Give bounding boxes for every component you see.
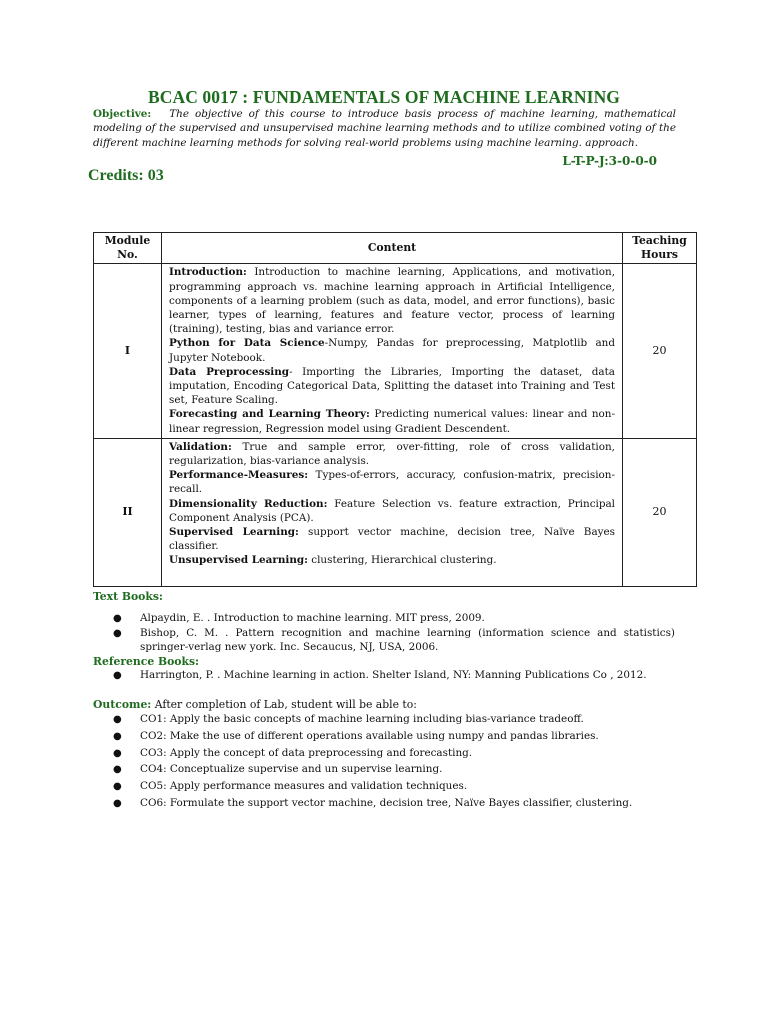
table-row [94,264,697,438]
bullet-icon: ● [113,781,122,793]
text-books-label: Text Books: [93,590,163,603]
topic [169,440,615,468]
topic-heading: Forecasting and Learning Theory: [169,408,370,421]
topic-heading: Performance-Measures: [169,469,309,482]
objective-text: The objective of this course to introduce basis process of machine learning, mathematical modeling of the supervised and unsupervised machine learning methods and to utilize combined voting of the different machine learning methods for solving real-world problems using machine learning. approach. [93,108,676,149]
outcome-heading [93,698,417,711]
topic-heading: Introduction: [169,266,247,279]
outcome-entry: CO1: Apply the basic concepts of machine learning including bias-variance tradeoff. [140,713,584,725]
list-item [113,730,675,744]
list-item [113,763,675,777]
topic-text: Types-of-errors, accuracy, confusion-matrix, precision-recall. [169,469,615,496]
table-header-row [94,233,697,264]
topic-heading: Validation: [169,440,232,453]
module-number: II [94,438,162,586]
header-module: Module No. [94,233,162,264]
header-hours: Teaching Hours [623,233,697,264]
text-books-list [113,612,675,656]
topic-text: Predicting numerical values: linear and non-linear regression, Regression model using Gradient Descendent. [169,408,615,435]
topic [169,553,615,567]
topic-text: Introduction to machine learning, Applications, and motivation, programming approach vs. machine learning approach in Artificial Intelligence, components of a learning problem (such as data, model, and error functions), basic learner, types of learning, features and feature vector, process of learning (training), testing, bias and variance error. [169,266,615,336]
module-content [162,264,623,438]
outcome-list [113,713,675,814]
topic-heading: Data Preprocessing [169,365,290,378]
book-entry: Harrington, P. . Machine learning in action. Shelter Island, NY: Manning Publications Co , 2012. [140,669,647,681]
list-item [113,669,675,683]
outcome-entry: CO5: Apply performance measures and validation techniques. [140,780,468,793]
outcome-entry: CO6: Formulate the support vector machine, decision tree, Naïve Bayes classifier, clustering. [140,796,633,809]
teaching-hours: 20 [623,264,697,438]
outcome-entry: CO2: Make the use of different operations available using numpy and pandas libraries. [140,729,599,742]
bullet-icon: ● [113,628,122,640]
list-item [113,713,675,727]
topic [169,336,615,364]
objective-label: Objective: [93,108,152,120]
topic-text: -Numpy, Pandas for preprocessing, Matplotlib and Jupyter Notebook. [169,337,615,364]
teaching-hours: 20 [623,438,697,586]
syllabus-table [93,232,697,587]
bullet-icon: ● [113,797,122,809]
topic [169,497,615,525]
topic-heading: Dimensionality Reduction: [169,497,328,510]
topic [169,407,615,435]
book-entry: Alpaydin, E. . Introduction to machine learning. MIT press, 2009. [140,612,485,624]
topic-text: Feature Selection vs. feature extraction, Principal Component Analysis (PCA). [169,497,616,524]
topic-text: clustering, Hierarchical clustering. [307,554,497,567]
list-item [113,612,675,626]
topic [169,525,615,553]
list-item [113,627,675,655]
bullet-icon: ● [113,730,122,742]
reference-books-label: Reference Books: [93,655,200,668]
course-title: BCAC 0017 : FUNDAMENTALS OF MACHINE LEARNING [147,87,621,107]
bullet-icon: ● [113,714,122,725]
topic-text: support vector machine, decision tree, Naïve Bayes classifier. [169,526,615,553]
credits-value: Credits: 03 [88,167,164,184]
topic-heading: Supervised Learning: [169,526,299,539]
outcome-intro: After completion of Lab, student will be able to: [151,698,417,711]
bullet-icon: ● [113,670,122,681]
topic-heading: Python for Data Science [169,337,325,350]
module-number: I [94,264,162,438]
list-item [113,747,675,761]
bullet-icon: ● [113,613,122,624]
bullet-icon: ● [113,747,122,759]
outcome-entry: CO3: Apply the concept of data preprocessing and forecasting. [140,746,473,759]
reference-books-list [113,669,675,684]
topic [169,468,615,496]
topic-heading: Unsupervised Learning: [169,554,308,567]
topic [169,265,615,336]
outcome-entry: CO4: Conceptualize supervise and un supervise learning. [140,763,443,776]
topic-text: True and sample error, over-fitting, role of cross validation, regularization, bias-variance analysis. [169,440,615,468]
module-content [162,438,623,586]
outcome-label: Outcome: [93,698,152,711]
table-row [94,438,697,586]
header-content: Content [162,233,623,264]
topic [169,365,615,408]
list-item [113,797,675,811]
objective-paragraph [93,107,676,150]
ltpj-value: L-T-P-J:3-0-0-0 [562,154,657,168]
book-entry: Bishop, C. M. . Pattern recognition and machine learning (information science and statistics) springer-verlag new york. Inc. Secaucus, NJ, USA, 2006. [140,627,675,654]
topic-text: - Importing the Libraries, Importing the dataset, data imputation, Encoding Categorical Data, Splitting the dataset into Training and Test set, Feature Scaling. [169,365,615,407]
bullet-icon: ● [113,764,122,776]
list-item [113,780,675,794]
